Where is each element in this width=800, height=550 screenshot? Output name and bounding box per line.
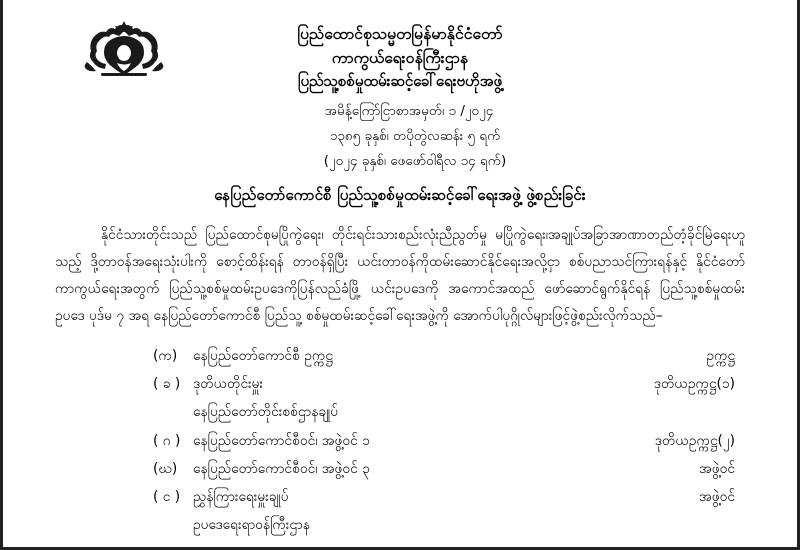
document-subject: နေပြည်တော်ကောင်စီ ပြည်သူ့စစ်မှုထမ်းဆင့်ခေါ်ရေးအဖွဲ့ ဖွဲ့စည်းခြင်း [214, 186, 586, 205]
item-name: နေပြည်တော်ကောင်စီ ဥက္ကဋ္ဌ [193, 347, 333, 364]
item-marker: ( ခ ) [153, 376, 181, 393]
list-item [3, 483, 797, 540]
list-item [3, 370, 797, 427]
date-gregorian: (၂၀၂၄ ခုနှစ်၊ ဖေဖော်ဝါရီလ ၁၄ ရက်) [323, 153, 507, 170]
item-role: အဖွဲ့ဝင် [699, 489, 735, 506]
list-item [3, 427, 797, 455]
header-line-2: ကာကွယ်ရေးဝန်ကြီးဌာန [331, 49, 469, 68]
item-marker: (ဃ) [153, 460, 178, 477]
item-role: ဒုတိယဥက္ကဋ္ဌ(၂) [654, 432, 735, 449]
item-subtitle: နေပြည်တော်တိုင်းစစ်ဌာနချုပ် [193, 404, 339, 421]
item-role: အဖွဲ့ဝင် [699, 460, 735, 477]
list-item [3, 342, 797, 370]
item-name: ဒုတိယတိုင်းမှူး [193, 376, 263, 393]
state-seal-icon [81, 18, 167, 80]
paragraph-text: နိုင်ငံသားတိုင်းသည် ပြည်ထောင်စုမပြိုကွဲရေး၊ တိုင်းရင်းသားစည်းလုံးညီညွတ်မှု မပြိုကွဲရေး၊အချုပ်အခြာအာဏာတည်တံ့ခိုင်မြဲရေးဟူသည့် ဒို့တာဝန်အရေးသုံးပါးကို စောင့်ထိန်းရန် တာဝန်ရှိပြီး ယင်းတာဝန်ကိုထမ်းဆောင်နိုင်ရေးအလို့ငှာ စစ်ပညာသင်ကြားရန်နှင့် နိုင်ငံတော် ကာကွယ်ရေးအတွက် ပြည်သူ့စစ်မှုထမ်းဥပဒေကိုပြန်လည်ခံဖြို့ ယင်းဥပဒေကို အကောင်အထည် ဖော်ဆောင်ရွက်နိုင်ရန် ပြည်သူ့စစ်မှုထမ်းဥပဒေ ပုဒ်မ ၇ အရ နေပြည်တော်ကောင်စီ ပြည်သူ့ စစ်မှုထမ်းဆင့်ခေါ်ရေးအဖွဲ့ကို အောက်ပါပုဂ္ဂိုလ်များဖြင့်ဖွဲ့စည်းလိုက်သည်– [55, 227, 745, 324]
item-marker: (က) [153, 347, 178, 364]
list-item [3, 455, 797, 483]
order-number: အမိန့်ကြော်ငြာစာအမှတ်၊ ၁ /၂၀၂၄ [324, 103, 494, 120]
item-role: ဒုတိယဥက္ကဋ္ဌ(၁) [653, 376, 735, 393]
member-list [3, 342, 797, 540]
item-subtitle: ဥပဒေရေးရာဝန်ကြီးဌာန [193, 517, 310, 534]
date-myanmar: ၁၃၈၅ ခုနှစ်၊ တပိုတွဲလဆန်း ၅ ရက် [329, 128, 501, 145]
item-name: နေပြည်တော်ကောင်စီဝင်၊ အဖွဲ့ဝင် ၁ [193, 432, 370, 449]
item-marker: ( ဂ ) [153, 432, 181, 449]
item-role: ဥက္ကဋ္ဌ [706, 347, 735, 364]
header-line-3: ပြည်သူ့စစ်မှုထမ်းဆင့်ခေါ်ရေးဗဟိုအဖွဲ့ [297, 72, 503, 91]
item-name: ညွှန်ကြားရေးမှူးချုပ် [193, 489, 289, 506]
document-meta [3, 99, 797, 174]
item-name: နေပြည်တော်ကောင်စီဝင်၊ အဖွဲ့ဝင် ၃ [193, 460, 370, 477]
document-body-paragraph [55, 222, 745, 330]
header-line-1: ပြည်ထောင်စုသမ္မတမြန်မာနိုင်ငံတော် [297, 25, 503, 43]
item-marker: ( င ) [153, 489, 181, 506]
